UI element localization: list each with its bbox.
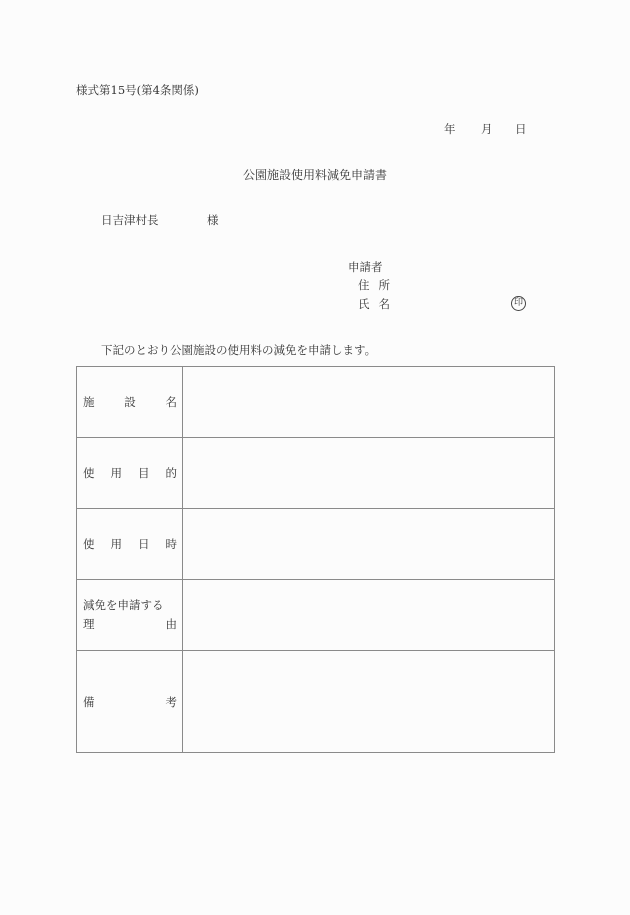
table-row bbox=[77, 509, 555, 580]
datetime-text: 使 用 日 時 bbox=[83, 537, 177, 551]
date-day-label: 日 bbox=[515, 122, 527, 136]
reason-label-line1: 減免を申請する bbox=[83, 598, 164, 612]
remarks-label bbox=[77, 651, 183, 753]
table-row bbox=[77, 580, 555, 651]
facility-name-text: 施 設 名 bbox=[83, 395, 177, 409]
datetime-field[interactable] bbox=[183, 509, 555, 580]
intro-text: 下記のとおり公園施設の使用料の減免を申請します。 bbox=[101, 343, 377, 357]
remarks-field[interactable] bbox=[183, 651, 555, 753]
purpose-field[interactable] bbox=[183, 438, 555, 509]
reason-label bbox=[77, 580, 183, 651]
facility-name-field[interactable] bbox=[183, 367, 555, 438]
application-table bbox=[76, 366, 555, 753]
reason-field[interactable] bbox=[183, 580, 555, 651]
date-month-label: 月 bbox=[481, 122, 493, 136]
table-row bbox=[77, 651, 555, 753]
addressee: 日吉津村長 bbox=[101, 213, 159, 227]
form-number: 様式第15号(第4条関係) bbox=[76, 83, 199, 97]
applicant-heading: 申請者 bbox=[348, 260, 383, 274]
remarks-text: 備 考 bbox=[83, 694, 177, 709]
facility-name-label bbox=[77, 367, 183, 438]
purpose-text: 使 用 目 的 bbox=[83, 466, 177, 480]
seal-icon: 印 bbox=[511, 296, 526, 311]
address-label: 住所 bbox=[358, 278, 399, 292]
table-row bbox=[77, 438, 555, 509]
datetime-label bbox=[77, 509, 183, 580]
date-year-label: 年 bbox=[444, 122, 456, 136]
document-title: 公園施設使用料減免申請書 bbox=[242, 168, 387, 182]
table-row bbox=[77, 367, 555, 438]
honorific: 様 bbox=[207, 213, 219, 227]
reason-label-line2: 理 由 bbox=[83, 617, 177, 631]
name-label: 氏名 bbox=[358, 297, 399, 311]
purpose-label bbox=[77, 438, 183, 509]
